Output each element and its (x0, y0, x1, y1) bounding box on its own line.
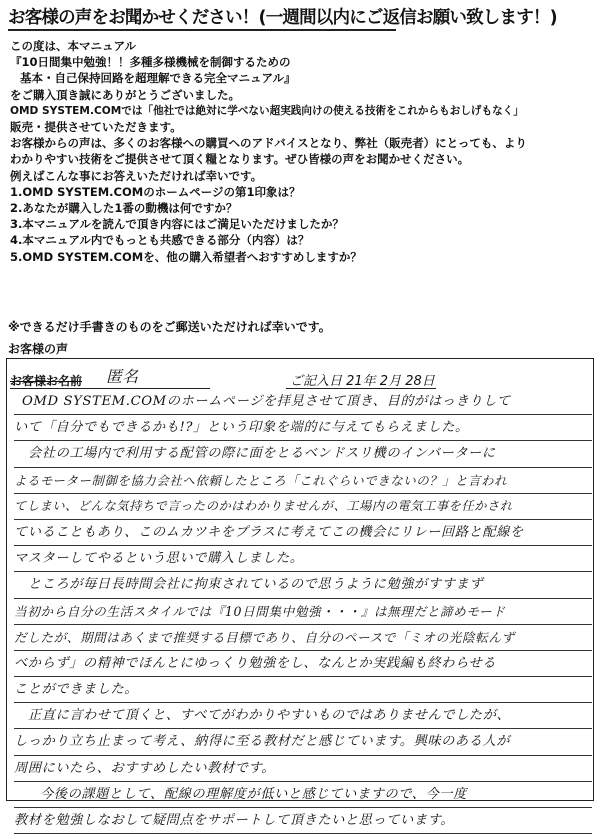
feedback-line: だしたが、期間はあくまで推奨する目標であり、自分のペースで「ミオの光陰転んず (14, 625, 592, 651)
feedback-line: マスターしてやるという思いで購入しました。 (14, 546, 592, 572)
feedback-line: 教材を勉強しなおして疑問点をサポートして頂きたいと思っています。 (14, 808, 592, 834)
name-label: お客様お名前 (10, 374, 83, 388)
question-1: 1.OMD SYSTEM.COMのホームページの第1印象は？ (10, 184, 301, 199)
intro-text (10, 38, 595, 265)
feedback-line: ことができました。 (14, 677, 592, 703)
voice-section-label: お客様の声 (8, 342, 69, 356)
form-title: お客様の声をお聞かせください！(一週間以内にご返信お願い致します！) (8, 8, 557, 28)
feedback-line: ていることもあり、このムカツキをプラスに考えてこの機会にリレー回路と配線を (14, 520, 592, 546)
feedback-line: 当初から自分の生活スタイルでは『10日間集中勉強・・・』は無理だと諦めモード (14, 599, 592, 625)
name-value: 匿名 (106, 367, 139, 386)
intro-line: OMD SYSTEM.COMでは「他社では絶対に学べない超実践向けの使える技術をこれからもおしげもなく」 (10, 104, 524, 117)
intro-line: わかりやすい技術をご提供させて頂く糧となります。ぜひ皆様の声をお聞かせください。 (10, 152, 470, 167)
feedback-line: 会社の工場内で利用する配管の際に面をとるベンドスリ機のインバーターに (14, 441, 592, 467)
intro-line: 例えばこんな事にお答えいただければ幸いです。 (10, 168, 263, 183)
intro-line: 『10日間集中勉強！！多種多様機械を制御するための (10, 55, 291, 70)
question-5: 5.OMD SYSTEM.COMを、他の購入希望者へおすすめしますか？ (10, 249, 362, 264)
intro-line: お客様からの声は、多くのお客様への購買へのアドバイスとなり、弊社（販売者）にとっても、より (10, 136, 527, 151)
title-underline (8, 29, 396, 31)
feedback-line: 今後の課題として、配線の理解度が低いと感じていますので、今一度 (14, 782, 592, 808)
handwritten-feedback (14, 389, 592, 834)
question-2: 2.あなたが購入した1番の動機は何ですか？ (10, 201, 238, 216)
feedback-line: べからず」の精神でほんとにゆっくり勉強をし、なんとか実践編も終わらせる (14, 651, 592, 677)
question-3: 3.本マニュアルを読んで頂き内容にはご満足いただけましたか？ (10, 217, 344, 232)
feedback-line: 正直に言わせて頂くと、すべてがわかりやすいものではありませんでしたが、 (14, 703, 592, 729)
entry-date: ご記入日 21年 2月 28日 (290, 374, 435, 389)
intro-line: 販売・提供させていただきます。 (10, 120, 182, 135)
question-4: 4.本マニュアル内でもっとも共感できる部分（内容）は？ (10, 233, 310, 248)
intro-line: この度は、本マニュアル (10, 39, 137, 53)
intro-line: 基本・自己保持回路を超理解できる完全マニュアル』 (20, 71, 296, 86)
feedback-line: てしまい、どんな気持ちで言ったのかはわかりませんが、工場内の電気工事を任かされ (14, 494, 592, 520)
feedback-line: OMD SYSTEM.COMのホームページを拝見させて頂き、目的がはっきりして (14, 389, 592, 415)
intro-line: をご購入頂き誠にありがとうございました。 (10, 87, 240, 102)
feedback-line: 周囲にいたら、おすすめしたい教材です。 (14, 756, 592, 782)
feedback-line: しっかり立ち止まって考え、納得に至る教材だと感じています。興味のある人が (14, 729, 592, 755)
feedback-line: よるモーター制御を協力会社へ依頼したところ「これぐらいできないの？」と言われ (14, 468, 592, 494)
feedback-line: ところが毎日長時間会社に拘束されているので思うように勉強がすすまず (14, 572, 592, 598)
handwriting-note: ※できるだけ手書きのものをご郵送いただければ幸いです。 (8, 320, 331, 334)
feedback-line: いて「自分でもできるかも!?」という印象を端的に与えてもらえました。 (14, 415, 592, 441)
